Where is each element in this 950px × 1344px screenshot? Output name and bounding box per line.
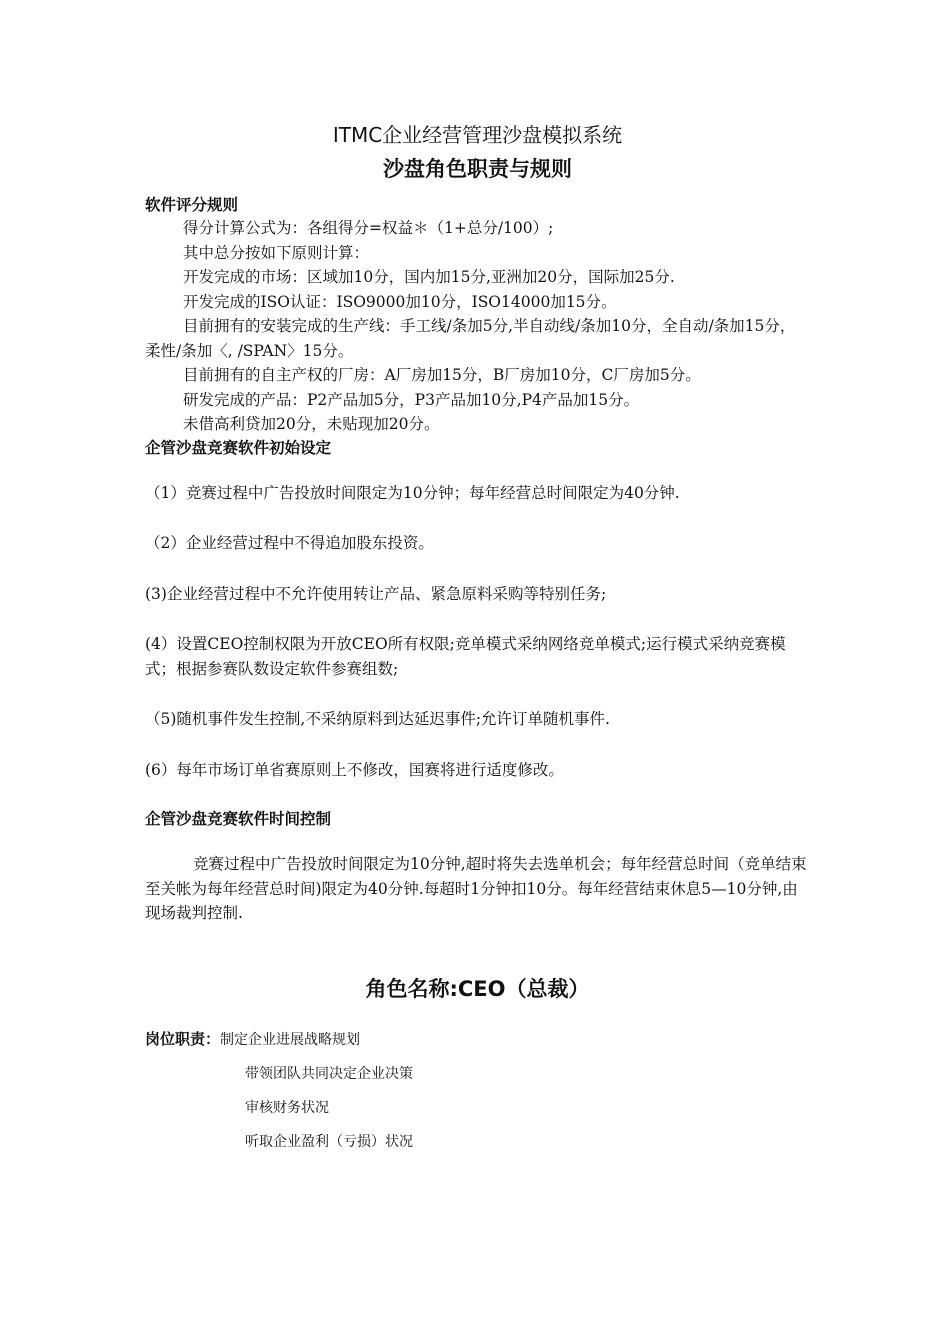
scoring-line: 其中总分按如下原则计算： bbox=[183, 243, 370, 262]
document-page bbox=[145, 120, 810, 1159]
duty-row bbox=[145, 1022, 810, 1057]
scoring-line: 研发完成的产品：P2产品加5分，P3产品加10分,P4产品加15分。 bbox=[183, 390, 640, 409]
duty-item: 制定企业进展战略规划 bbox=[220, 1031, 361, 1048]
role-title: 角色名称:CEO（总裁） bbox=[365, 976, 590, 1001]
scoring-line: 得分计算公式为：各组得分=权益＊（1+总分/100）; bbox=[183, 219, 554, 237]
scoring-line: 未借高利贷加20分，未贴现加20分。 bbox=[183, 415, 440, 433]
scoring-line: 开发完成的ISO认证：ISO9000加10分，ISO14000加15分。 bbox=[183, 292, 617, 311]
time-control-heading: 企管沙盘竞赛软件时间控制 bbox=[145, 810, 332, 828]
settings-item: （1）竞赛过程中广告投放时间限定为10分钟；每年经营总时间限定为40分钟. bbox=[145, 483, 680, 502]
scoring-line: 目前拥有的自主产权的厂房：A厂房加15分，B厂房加10分，C厂房加5分。 bbox=[183, 366, 701, 384]
scoring-heading: 软件评分规则 bbox=[145, 196, 239, 214]
initial-settings-heading: 企管沙盘竞赛软件初始设定 bbox=[145, 438, 332, 457]
scoring-line: 目前拥有的安装完成的生产线：手工线/条加5分,半自动线/条加10分，全自动/条加15分，柔性/条加〈, /SPAN〉15分。 bbox=[145, 317, 796, 360]
settings-item: (3)企业经营过程中不允许使用转让产品、紧急原料采购等特别任务; bbox=[145, 584, 607, 603]
scoring-line: 开发完成的市场：区域加10分，国内加15分,亚洲加20分，国际加25分. bbox=[183, 268, 675, 286]
settings-item: （2）企业经营过程中不得追加股东投资。 bbox=[145, 534, 434, 552]
document-subtitle: 沙盘角色职责与规则 bbox=[383, 157, 572, 181]
document-title: ITMC企业经营管理沙盘模拟系统 bbox=[332, 123, 623, 147]
settings-item: （5)随机事件发生控制,不采纳原料到达延迟事件;允许订单随机事件. bbox=[145, 710, 610, 728]
settings-item: (6）每年市场订单省赛原则上不修改，国赛将进行适度修改。 bbox=[145, 760, 564, 779]
duty-item: 审核财务状况 bbox=[245, 1099, 329, 1116]
time-control-text: 竞赛过程中广告投放时间限定为10分钟,超时将失去选单机会；每年经营总时间（竞单结束至关帐为每年经营总时间)限定为40分钟.每超时1分钟扣10分。每年经营结束休息5—10分钟,由现场裁判控制. bbox=[145, 855, 807, 922]
duty-item: 带领团队共同决定企业决策 bbox=[245, 1065, 413, 1082]
settings-item: (4）设置CEO控制权限为开放CEO所有权限;竞单模式采纳网络竞单模式;运行模式采纳竞赛模式；根据参赛队数设定软件参赛组数; bbox=[145, 635, 786, 678]
duty-label: 岗位职责： bbox=[145, 1029, 221, 1048]
duty-item: 听取企业盈利（亏损）状况 bbox=[245, 1133, 413, 1150]
